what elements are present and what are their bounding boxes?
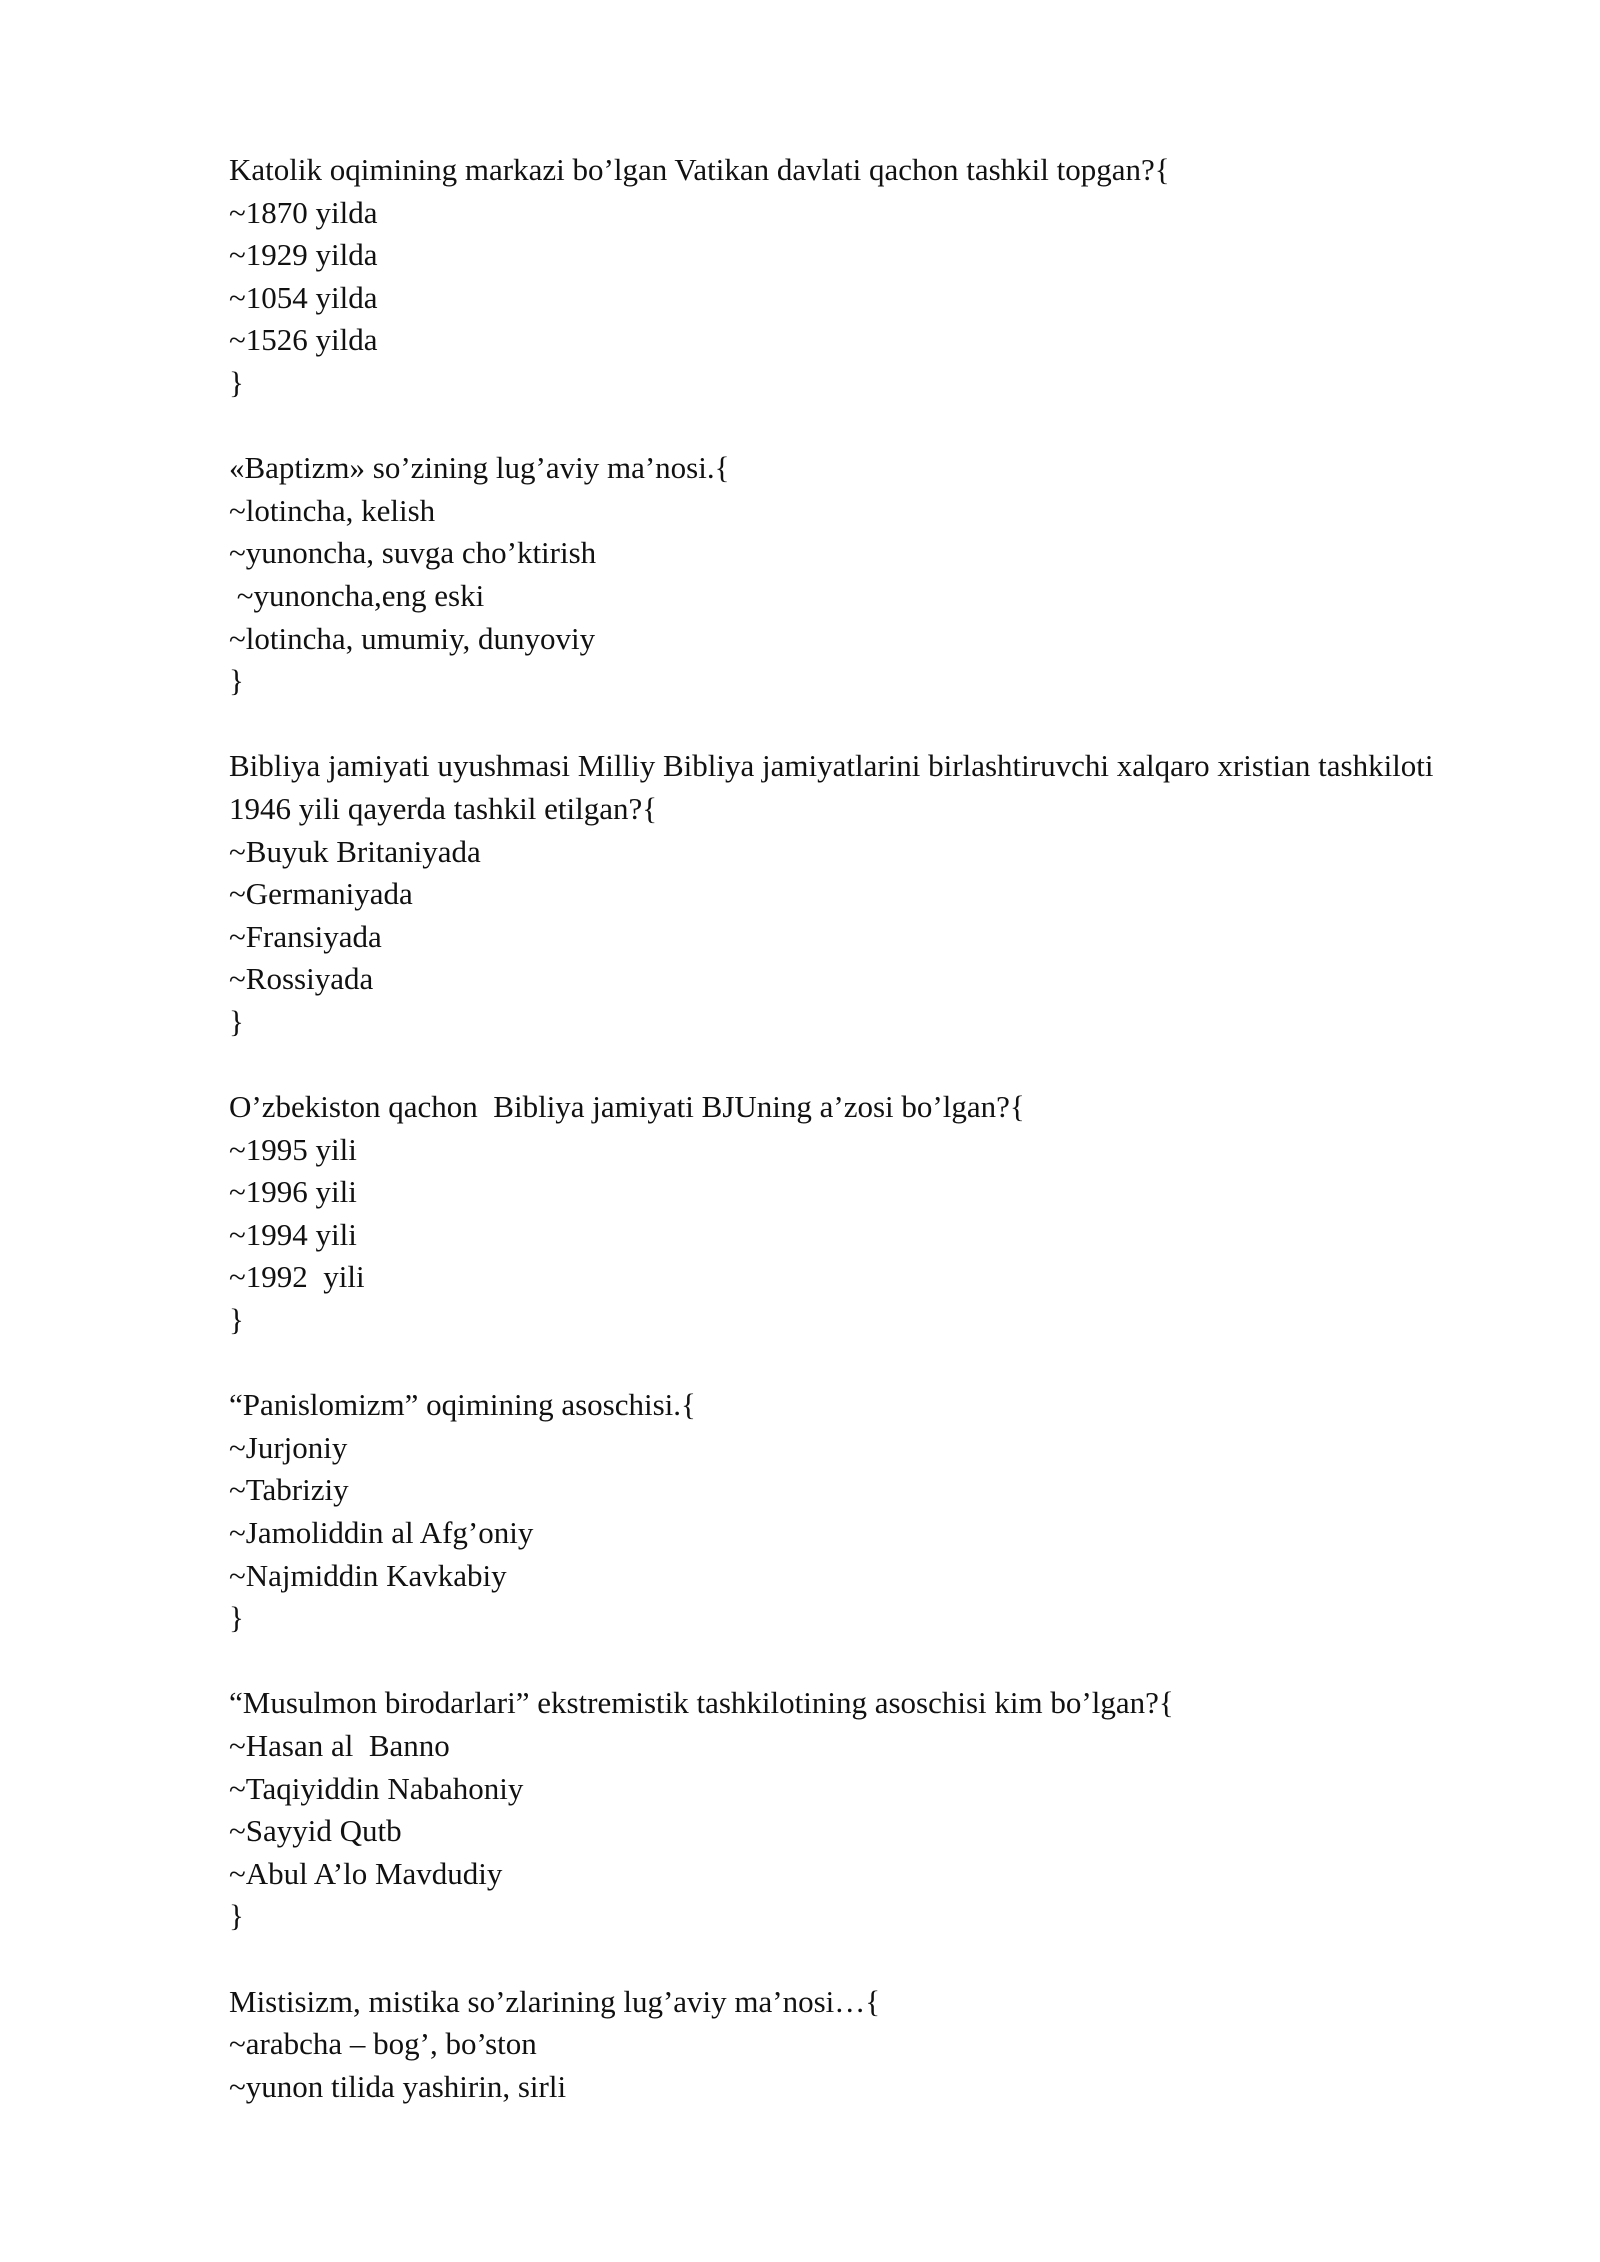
question-text: “Musulmon birodarlari” ekstremistik tashkilotining asoschisi kim bo’lgan?{	[229, 1685, 1174, 1721]
question-block-6	[229, 1682, 1529, 1938]
answer-option: ~Germaniyada	[229, 876, 413, 912]
question-block-2	[229, 447, 1529, 703]
closing-brace: }	[229, 663, 244, 699]
answer-option: ~yunoncha,eng eski	[229, 577, 485, 613]
answer-option: ~1054 yilda	[229, 279, 378, 315]
answer-option: ~lotincha, kelish	[229, 492, 436, 528]
closing-brace: }	[229, 1302, 244, 1338]
closing-brace: }	[229, 1600, 244, 1636]
answer-option: ~Taqiyiddin Nabahoniy	[229, 1770, 524, 1806]
question-block-1	[229, 149, 1529, 405]
answer-option: ~Abul A’lo Mavdudiy	[229, 1855, 503, 1891]
answer-option: ~arabcha – bog’, bo’ston	[229, 2026, 537, 2062]
answer-option: ~1996 yili	[229, 1174, 357, 1210]
answer-option: ~1992 yili	[229, 1259, 365, 1295]
question-text: “Panislomizm” oqimining asoschisi.{	[229, 1387, 696, 1423]
closing-brace: }	[229, 1003, 244, 1039]
document-content	[229, 149, 1529, 2151]
answer-option: ~1929 yilda	[229, 237, 378, 273]
answer-option: ~1870 yilda	[229, 194, 378, 230]
answer-option: ~1994 yili	[229, 1216, 357, 1252]
answer-option: ~yunon tilida yashirin, sirli	[229, 2068, 567, 2104]
answer-option: ~lotincha, umumiy, dunyoviy	[229, 620, 596, 656]
answer-option: ~1995 yili	[229, 1131, 357, 1167]
question-text: Mistisizm, mistika so’zlarining lug’aviy ma’nosi…{	[229, 1983, 881, 2019]
question-text: O’zbekiston qachon Bibliya jamiyati BJUning a’zosi bo’lgan?{	[229, 1089, 1025, 1125]
question-text-continued: 1946 yili qayerda tashkil etilgan?{	[229, 790, 658, 826]
answer-option: ~Fransiyada	[229, 918, 382, 954]
question-text: Bibliya jamiyati uyushmasi Milliy Bibliya jamiyatlarini birlashtiruvchi xalqaro xristian tashkiloti	[229, 748, 1434, 784]
answer-option: ~Hasan al Banno	[229, 1727, 450, 1763]
question-block-4	[229, 1086, 1529, 1342]
answer-option: ~Tabriziy	[229, 1472, 349, 1508]
question-block-3	[229, 745, 1529, 1043]
question-text: Katolik oqimining markazi bo’lgan Vatikan davlati qachon tashkil topgan?{	[229, 152, 1170, 187]
question-text: «Baptizm» so’zining lug’aviy ma’nosi.{	[229, 450, 730, 486]
closing-brace: }	[229, 364, 244, 400]
answer-option: ~Buyuk Britaniyada	[229, 833, 481, 869]
answer-option: ~Najmiddin Kavkabiy	[229, 1557, 507, 1593]
question-block-5	[229, 1384, 1529, 1640]
answer-option: ~Jurjoniy	[229, 1429, 348, 1465]
question-block-7	[229, 1981, 1529, 2109]
answer-option: ~Rossiyada	[229, 961, 374, 997]
answer-option: ~1526 yilda	[229, 322, 378, 358]
answer-option: ~Sayyid Qutb	[229, 1813, 402, 1849]
closing-brace: }	[229, 1898, 244, 1934]
answer-option: ~Jamoliddin al Afg’oniy	[229, 1515, 534, 1550]
answer-option: ~yunoncha, suvga cho’ktirish	[229, 535, 597, 571]
